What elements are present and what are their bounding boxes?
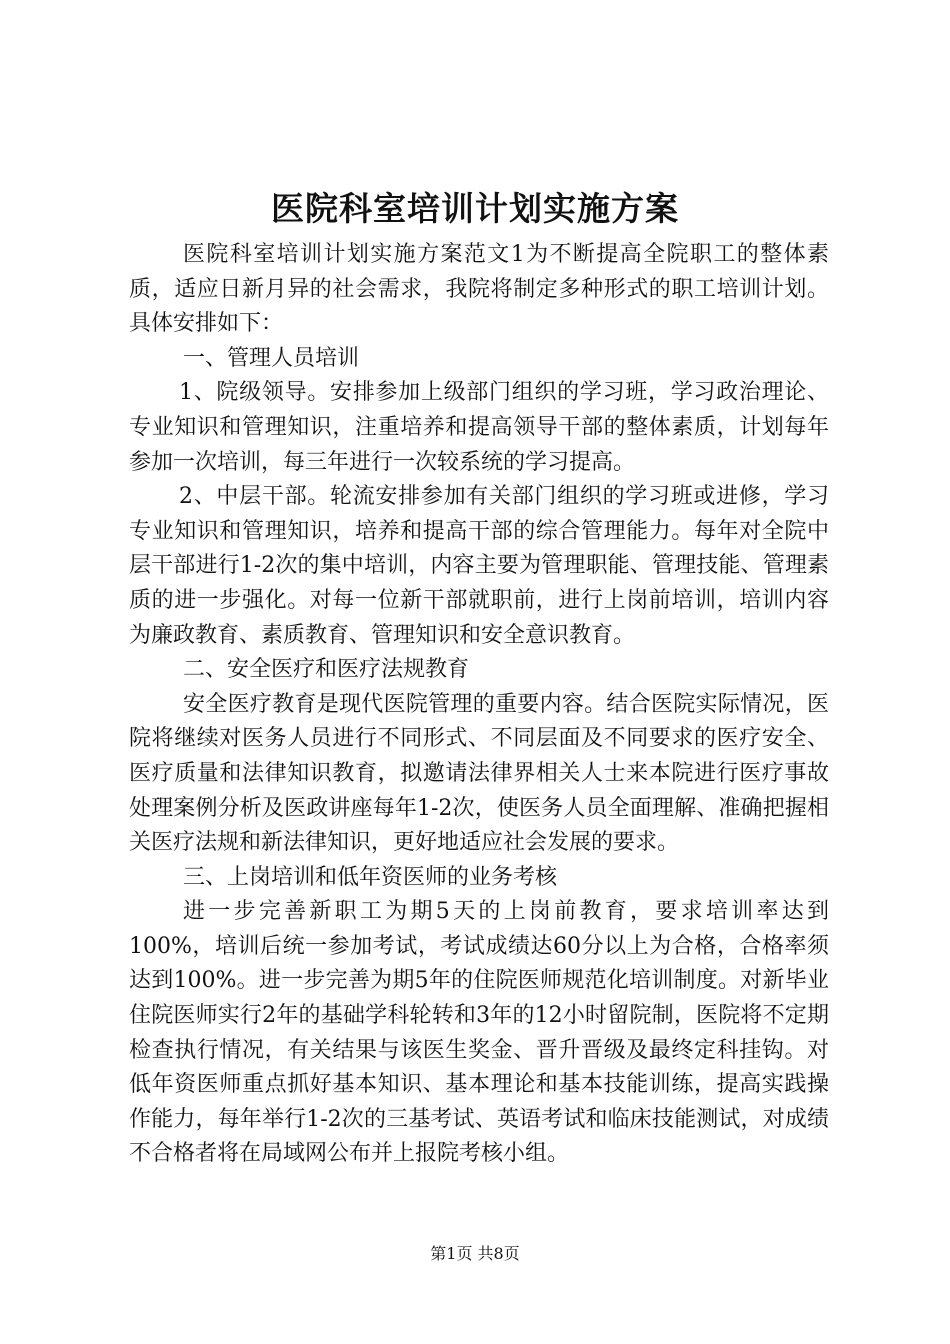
section-heading-management: 一、管理人员培训: [183, 345, 360, 371]
page-footer: 第1页 共8页: [430, 1244, 520, 1263]
section-heading-safety: 二、安全医疗和医疗法规教育: [183, 657, 470, 683]
paragraph-onboarding: 进一步完善新职工为期5天的上岗前教育，要求培训率达到100%，培训后统一参加考试，考试成绩达60分以上为合格，合格率须达到100%。进一步完善为期5年的住院医师规范化培训制度。对新毕业住院医师实行2年的基础学科轮转和3年的12小时留院制，医院将不定期检查执行情况，有关结果与该医生奖金、晋升晋级及最终定科挂钩。对低年资医师重点抓好基本知识、基本理论和基本技能训练，提高实践操作能力，每年举行1-2次的三基考试、英语考试和临床技能测试，对成绩不合格者将在局域网公布并上报院考核小组。: [129, 899, 829, 1167]
document-body: [129, 238, 829, 1172]
document-title: 医院科室培训计划实施方案: [271, 189, 679, 228]
section-heading-onboarding: 三、上岗培训和低年资医师的业务考核: [183, 864, 558, 890]
paragraph-hospital-leaders: 1、院级领导。安排参加上级部门组织的学习班，学习政治理论、专业知识和管理知识，注重培养和提高领导干部的整体素质，计划每年参加一次培训，每三年进行一次较系统的学习提高。: [129, 380, 829, 475]
paragraph-middle-cadres: 2、中层干部。轮流安排参加有关部门组织的学习班或进修，学习专业知识和管理知识，培养和提高干部的综合管理能力。每年对全院中层干部进行1-2次的集中培训，内容主要为管理职能、管理技能、管理素质的进一步强化。对每一位新干部就职前，进行上岗前培训，培训内容为廉政教育、素质教育、管理知识和安全意识教育。: [129, 484, 829, 648]
intro-paragraph: 医院科室培训计划实施方案范文1为不断提高全院职工的整体素质，适应日新月异的社会需求，我院将制定多种形式的职工培训计划。具体安排如下：: [129, 242, 829, 337]
paragraph-safety-education: 安全医疗教育是现代医院管理的重要内容。结合医院实际情况，医院将继续对医务人员进行不同形式、不同层面及不同要求的医疗安全、医疗质量和法律知识教育，拟邀请法律界相关人士来本院进行医疗事故处理案例分析及医政讲座每年1-2次，使医务人员全面理解、准确把握相关医疗法规和新法律知识，更好地适应社会发展的要求。: [129, 691, 829, 856]
